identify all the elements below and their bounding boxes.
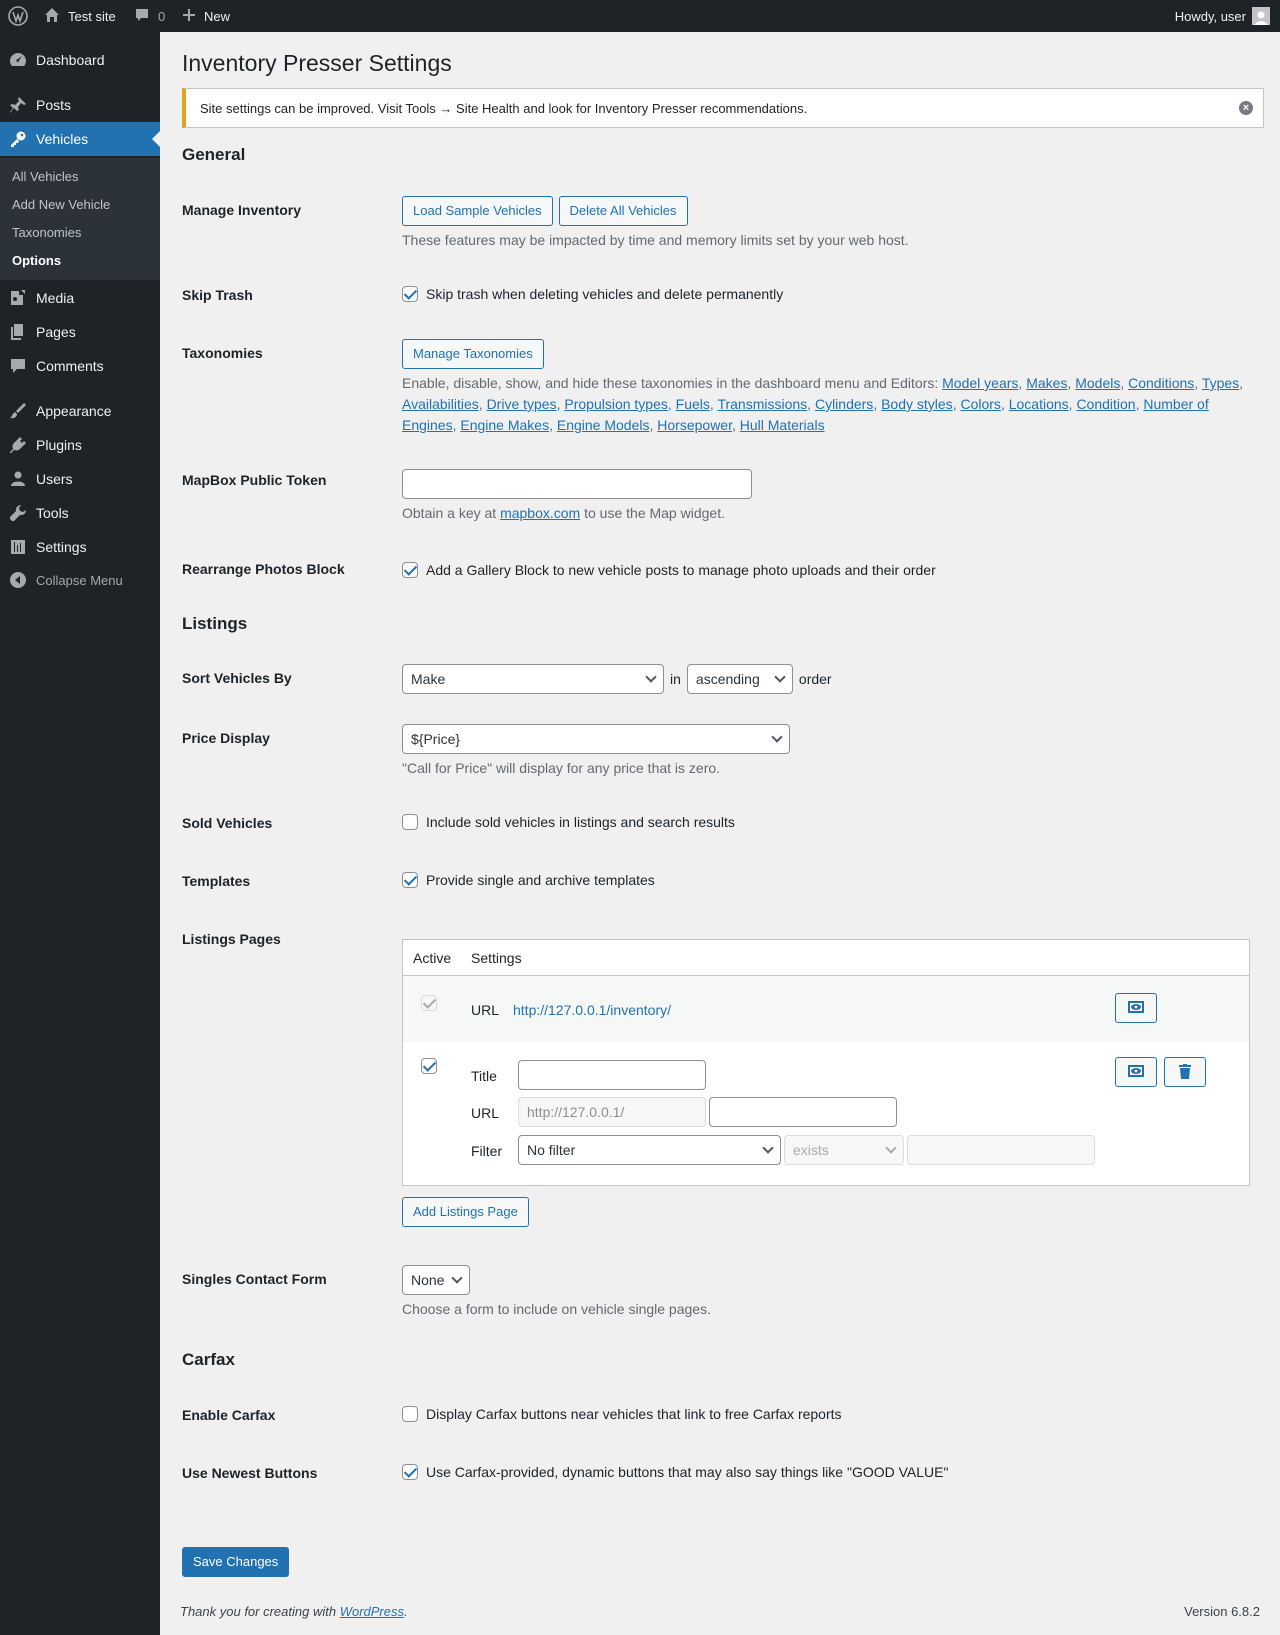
taxonomy-link[interactable]: Body styles: [881, 396, 953, 412]
templates-field: [402, 872, 655, 888]
site-name-link[interactable]: [44, 0, 116, 32]
row2-active-checkbox[interactable]: [421, 1058, 437, 1074]
wrench-icon: [0, 503, 36, 523]
use-newest-buttons-checkbox-label: Use Carfax-provided, dynamic buttons that may also say things like "GOOD VALUE": [426, 1464, 949, 1480]
notice-text: Site settings can be improved. Visit Tools → Site Health and look for Inventory Presser recommendations.: [200, 100, 808, 116]
menu-settings[interactable]: [0, 530, 160, 564]
skip-trash-checkbox[interactable]: [402, 286, 418, 302]
comments-link[interactable]: [134, 0, 165, 32]
price-display-field: [402, 724, 790, 779]
sold-vehicles-checkbox[interactable]: [402, 814, 418, 830]
load-sample-vehicles-button[interactable]: Load Sample Vehicles: [402, 196, 553, 226]
taxonomies-field: [402, 339, 1247, 436]
menu-users[interactable]: [0, 462, 160, 496]
vehicles-submenu: [0, 158, 160, 280]
skip-trash-checkbox-label: Skip trash when deleting vehicles and delete permanently: [426, 286, 784, 302]
menu-comments[interactable]: [0, 349, 160, 383]
section-carfax-heading: Carfax: [182, 1350, 235, 1369]
enable-carfax-checkbox-label: Display Carfax buttons near vehicles that link to free Carfax reports: [426, 1406, 842, 1422]
manage-inventory-label: Manage Inventory: [182, 202, 302, 218]
row2-filter-value-input: [907, 1135, 1095, 1165]
sold-vehicles-label: Sold Vehicles: [182, 815, 273, 831]
manage-taxonomies-button[interactable]: Manage Taxonomies: [402, 339, 544, 369]
taxonomies-label: Taxonomies: [182, 345, 263, 361]
rearrange-photos-checkbox-label: Add a Gallery Block to new vehicle posts to manage photo uploads and their order: [426, 562, 936, 578]
skip-trash-field: [402, 286, 783, 302]
use-newest-buttons-field: [402, 1464, 948, 1480]
taxonomy-link[interactable]: Makes: [1026, 375, 1068, 391]
taxonomy-link[interactable]: Cylinders: [814, 396, 874, 412]
taxonomies-desc-prefix: Enable, disable, show, and hide these taxonomies in the dashboard menu and Editors:: [402, 375, 939, 391]
comment-icon: [134, 7, 150, 26]
sort-field-value: Make: [411, 671, 446, 687]
menu-pages[interactable]: [0, 315, 160, 349]
menu-vehicles-label: Vehicles: [36, 131, 89, 147]
trash-icon: [1178, 1063, 1192, 1082]
collapse-icon: [0, 570, 36, 590]
view-icon: [1127, 1064, 1145, 1081]
collapse-menu-button[interactable]: [0, 563, 160, 597]
chevron-down-icon: [762, 1142, 773, 1153]
taxonomy-link[interactable]: Transmissions: [717, 396, 808, 412]
menu-comments-label: Comments: [36, 358, 104, 374]
menu-appearance[interactable]: [0, 394, 160, 428]
taxonomy-link[interactable]: Engine Models: [556, 417, 650, 433]
sort-direction-value: ascending: [695, 671, 760, 687]
use-newest-buttons-label: Use Newest Buttons: [182, 1465, 318, 1481]
taxonomy-link[interactable]: Locations: [1008, 396, 1069, 412]
menu-tools[interactable]: [0, 496, 160, 530]
row2-filter-value: No filter: [527, 1142, 576, 1158]
sort-vehicles-label: Sort Vehicles By: [182, 670, 292, 686]
new-content-link[interactable]: [182, 0, 230, 32]
taxonomy-link[interactable]: Propulsion types: [564, 396, 668, 412]
price-display-select[interactable]: [402, 724, 790, 754]
row2-url-prefix: http://127.0.0.1/: [518, 1097, 706, 1127]
plugin-icon: [0, 435, 36, 455]
new-label: New: [204, 8, 231, 24]
mapbox-token-input[interactable]: [402, 469, 752, 499]
table-header: [403, 940, 1249, 976]
sort-in-text: in: [670, 671, 681, 687]
row2-operator-select: [784, 1135, 904, 1165]
mapbox-label: MapBox Public Token: [182, 472, 327, 488]
submenu-add-new-vehicle[interactable]: Add New Vehicle: [12, 197, 111, 212]
contact-form-desc: Choose a form to include on vehicle single pages.: [402, 1301, 711, 1317]
home-icon: [44, 7, 60, 26]
listings-pages-label: Listings Pages: [182, 931, 281, 947]
taxonomy-link[interactable]: Availabilities: [402, 396, 479, 412]
menu-media-label: Media: [36, 290, 75, 306]
footer-thanks: [180, 1604, 408, 1619]
footer-thanks-prefix: Thank you for creating with: [180, 1604, 337, 1619]
taxonomy-link[interactable]: Drive types: [486, 396, 557, 412]
comments-icon: [0, 356, 36, 376]
use-newest-buttons-checkbox[interactable]: [402, 1464, 418, 1480]
save-changes-button[interactable]: Save Changes: [182, 1547, 289, 1577]
menu-vehicles[interactable]: [0, 122, 160, 156]
row2-url-input[interactable]: [709, 1097, 897, 1127]
templates-label: Templates: [182, 873, 251, 889]
taxonomy-link[interactable]: Fuels: [675, 396, 710, 412]
mapbox-desc: [402, 503, 752, 524]
sold-vehicles-field: [402, 814, 735, 830]
avatar: [1252, 7, 1270, 25]
add-listings-page-field: [402, 1197, 529, 1227]
taxonomy-link[interactable]: Condition: [1076, 396, 1136, 412]
enable-carfax-label: Enable Carfax: [182, 1407, 276, 1423]
menu-settings-label: Settings: [36, 539, 87, 555]
dismiss-icon[interactable]: ×: [1239, 101, 1253, 115]
chevron-down-icon: [451, 1272, 462, 1283]
howdy-text: Howdy, user: [1174, 8, 1246, 24]
templates-checkbox[interactable]: [402, 872, 418, 888]
taxonomy-link[interactable]: Models: [1075, 375, 1121, 391]
taxonomy-link[interactable]: Types: [1201, 375, 1240, 391]
footer-thanks-suffix: .: [404, 1604, 408, 1619]
sold-vehicles-checkbox-label: Include sold vehicles in listings and search results: [426, 814, 735, 830]
submenu-all-vehicles[interactable]: All Vehicles: [12, 169, 79, 184]
manage-inventory-desc: These features may be impacted by time and memory limits set by your web host.: [402, 232, 909, 248]
chevron-down-icon: [774, 671, 785, 682]
row1-active-checkbox: [421, 995, 437, 1011]
site-health-notice: [182, 88, 1264, 128]
menu-dashboard[interactable]: [0, 43, 160, 77]
singles-contact-form-label: Singles Contact Form: [182, 1271, 327, 1287]
menu-plugins[interactable]: [0, 428, 160, 462]
mapbox-field: [402, 469, 752, 524]
menu-pages-label: Pages: [36, 324, 76, 340]
menu-posts-label: Posts: [36, 97, 72, 113]
settings-icon: [0, 537, 36, 557]
mapbox-link[interactable]: mapbox.com: [500, 505, 581, 521]
menu-plugins-label: Plugins: [36, 437, 82, 453]
price-display-label: Price Display: [182, 730, 270, 746]
section-general-heading: General: [182, 145, 246, 164]
admin-bar: [0, 0, 1280, 32]
taxonomy-link[interactable]: Model years: [942, 375, 1019, 391]
mapbox-desc-suffix: to use the Map widget.: [584, 505, 725, 521]
contact-form-value: None: [411, 1272, 445, 1288]
row2-title-label: Title: [471, 1068, 497, 1084]
admin-menu: [0, 32, 160, 1635]
row2-title-input[interactable]: [518, 1060, 706, 1090]
price-display-desc: "Call for Price" will display for any price that is zero.: [402, 760, 721, 776]
enable-carfax-checkbox[interactable]: [402, 1406, 418, 1422]
taxonomy-link[interactable]: Colors: [960, 396, 1001, 412]
rearrange-photos-field: [402, 562, 936, 578]
row2-operator-value: exists: [793, 1142, 829, 1158]
menu-media[interactable]: [0, 281, 160, 315]
submenu-options[interactable]: Options: [12, 253, 62, 268]
taxonomy-link[interactable]: Horsepower: [657, 417, 732, 433]
pushpin-icon: [0, 95, 36, 115]
plus-icon: [182, 8, 196, 25]
add-listings-page-button[interactable]: Add Listings Page: [402, 1197, 529, 1227]
row2-filter-select[interactable]: [518, 1135, 781, 1165]
table-row: [403, 976, 1249, 1042]
page-title: Inventory Presser Settings: [182, 50, 452, 76]
rearrange-photos-label: Rearrange Photos Block: [182, 561, 345, 577]
price-display-value: ${Price}: [411, 731, 461, 747]
chevron-down-icon: [885, 1142, 896, 1153]
sort-field-select[interactable]: [402, 664, 664, 694]
chevron-down-icon: [771, 731, 782, 742]
listings-pages-table: [402, 939, 1250, 1186]
row2-view-button[interactable]: [1115, 1057, 1157, 1087]
pages-icon: [0, 322, 36, 342]
comments-count: 0: [158, 8, 166, 24]
paintbrush-icon: [0, 401, 36, 421]
sort-order-text: order: [798, 671, 832, 687]
mapbox-desc-prefix: Obtain a key at: [402, 505, 497, 521]
menu-dashboard-label: Dashboard: [36, 52, 105, 68]
view-icon: [1127, 1000, 1145, 1017]
menu-posts[interactable]: [0, 88, 160, 122]
site-name: Test site: [68, 8, 116, 24]
menu-tools-label: Tools: [36, 505, 69, 521]
media-icon: [0, 288, 36, 308]
row2-url-label: URL: [471, 1105, 500, 1121]
row1-url-link[interactable]: http://127.0.0.1/inventory/: [513, 1002, 671, 1018]
row1-url-label: URL: [471, 1002, 500, 1018]
my-account[interactable]: [1175, 0, 1270, 32]
collapse-menu-label: Collapse Menu: [36, 572, 123, 588]
row1-view-button[interactable]: [1115, 993, 1157, 1023]
taxonomy-link[interactable]: Number of Engines: [402, 396, 1209, 433]
taxonomies-desc: [402, 373, 1247, 436]
contact-form-select[interactable]: [402, 1265, 470, 1295]
sort-direction-select[interactable]: [687, 664, 793, 694]
delete-all-vehicles-button[interactable]: Delete All Vehicles: [559, 196, 688, 226]
skip-trash-label: Skip Trash: [182, 287, 253, 303]
submenu-taxonomies[interactable]: Taxonomies: [12, 225, 82, 240]
manage-inventory-field: [402, 196, 909, 251]
col-settings: Settings: [471, 950, 522, 966]
taxonomy-link[interactable]: Engine Makes: [460, 417, 550, 433]
taxonomy-link[interactable]: Conditions: [1128, 375, 1195, 391]
taxonomy-links: Model years, Makes, Models, Conditions, Types, Availabilities, Drive types, Propulsion types, Fuels, Transmissions, Cylinders, Body styles, Colors, Locations, Condition, Number of Engines, Engine Makes, Engine Models, Horsepower, Hull Materials: [402, 375, 1244, 433]
templates-checkbox-label: Provide single and archive templates: [426, 872, 655, 888]
wordpress-version: Version 6.8.2: [1184, 1604, 1260, 1619]
row2-delete-button[interactable]: [1164, 1057, 1206, 1087]
chevron-down-icon: [645, 671, 656, 682]
wordpress-logo-icon[interactable]: [8, 0, 28, 32]
wordpress-link[interactable]: WordPress: [339, 1604, 404, 1619]
col-active: Active: [413, 950, 452, 966]
key-icon: [0, 129, 36, 149]
enable-carfax-field: [402, 1406, 842, 1422]
taxonomy-link[interactable]: Hull Materials: [739, 417, 825, 433]
sort-vehicles-field: [402, 664, 832, 694]
row2-filter-label: Filter: [471, 1143, 503, 1159]
section-listings-heading: Listings: [182, 614, 248, 633]
users-icon: [0, 469, 36, 489]
rearrange-photos-checkbox[interactable]: [402, 562, 418, 578]
table-row: [403, 1042, 1249, 1185]
menu-appearance-label: Appearance: [36, 403, 112, 419]
singles-contact-form-field: [402, 1265, 711, 1320]
dashboard-icon: [0, 50, 36, 70]
menu-users-label: Users: [36, 471, 73, 487]
